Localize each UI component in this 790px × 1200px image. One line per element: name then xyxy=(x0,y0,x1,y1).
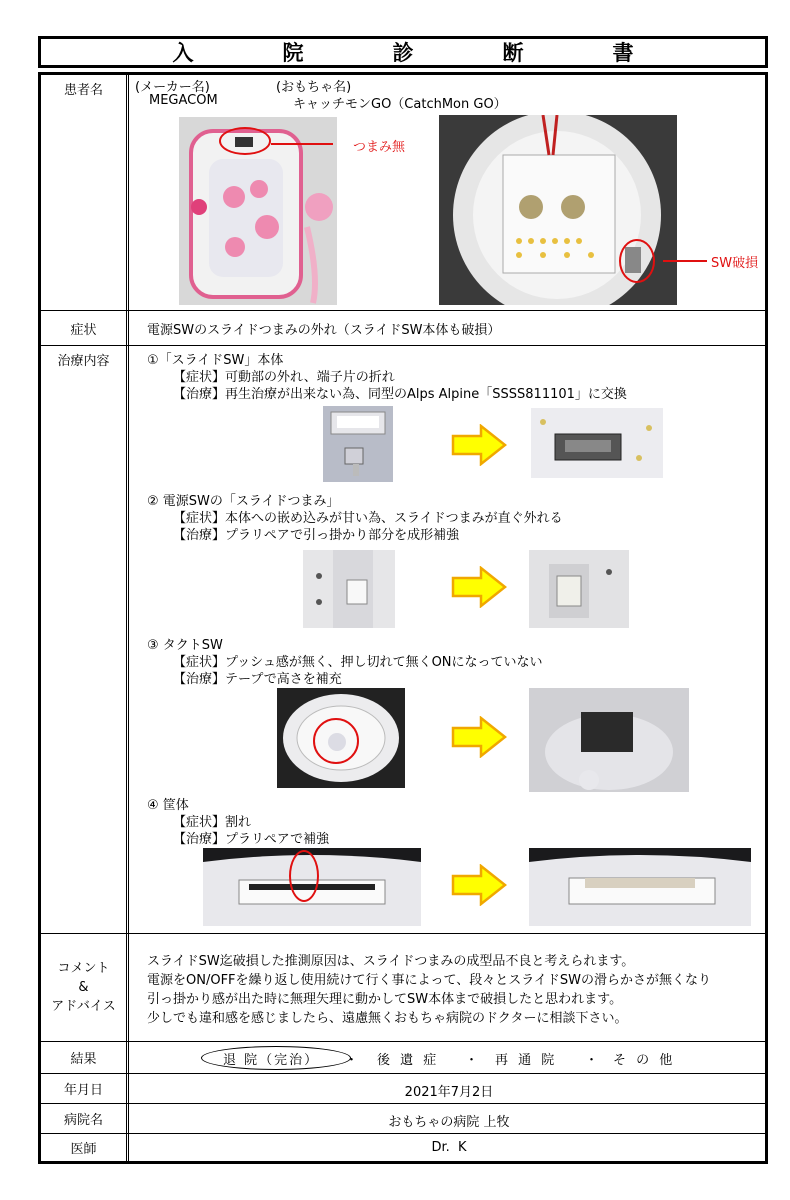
step3-heading: ③ タクトSW xyxy=(147,638,223,653)
doctor-row xyxy=(41,1133,765,1161)
result-sep-1: ・ xyxy=(345,1053,359,1068)
patient-label: 患者名 xyxy=(41,75,129,310)
step1-after-photo xyxy=(531,408,663,478)
step4-arrow-icon xyxy=(451,864,507,906)
toy-name: キャッチモンGO（CatchMon GO） xyxy=(293,97,507,112)
hospital-label: 病院名 xyxy=(41,1104,129,1133)
doctor-content xyxy=(133,1134,765,1161)
result-row xyxy=(41,1041,765,1073)
step2-before-photo xyxy=(303,550,395,628)
comment-content xyxy=(133,934,765,1041)
comment-line-3: 引っ掛かり感が出た時に無理矢理に動かしてSW本体まで破損したと思われます。 xyxy=(147,992,623,1007)
comment-label-amp: & xyxy=(78,980,89,995)
knob-missing-marker xyxy=(219,127,271,155)
patient-content xyxy=(133,75,765,310)
step2-symptom: 【症状】本体への嵌め込みが甘い為、スライドつまみが直ぐ外れる xyxy=(173,511,563,526)
comment-label-line1: コメント xyxy=(57,961,110,976)
hospital-content xyxy=(133,1104,765,1133)
result-option-revisit: 再 通 院 xyxy=(495,1053,558,1068)
result-option-aftereffect: 後 遺 症 xyxy=(377,1053,440,1068)
sw-broken-label: SW破損 xyxy=(711,256,759,271)
step3-symptom: 【症状】プッシュ感が無く、押し切れて無くONになっていない xyxy=(173,655,543,670)
step2-arrow-icon xyxy=(451,566,507,608)
document-title: 入 院 診 断 書 xyxy=(38,36,768,68)
step4-symptom: 【症状】割れ xyxy=(173,815,252,830)
step3-arrow-icon xyxy=(451,716,507,758)
date-label: 年月日 xyxy=(41,1074,129,1103)
result-sep-2: ・ xyxy=(465,1053,479,1068)
step2-treatment: 【治療】プラリペアで引っ掛かり部分を成形補強 xyxy=(173,528,460,543)
toy-header: (おもちゃ名) xyxy=(276,80,352,95)
treatment-row xyxy=(41,345,765,933)
step4-after-photo xyxy=(529,848,751,926)
case-crack-marker xyxy=(289,850,319,902)
symptom-text: 電源SWのスライドつまみの外れ（スライドSW本体も破損） xyxy=(147,323,501,338)
symptom-row xyxy=(41,310,765,345)
comment-row xyxy=(41,933,765,1041)
doctor-value: Dr. K xyxy=(431,1140,467,1155)
step1-treatment: 【治療】再生治療が出来ない為、同型のAlps Alpine「SSSS811101」に交換 xyxy=(173,387,627,402)
comment-line-1: スライドSW迄破損した推測原因は、スライドつまみの成型品不良と考えられます。 xyxy=(147,954,635,969)
treatment-label: 治療内容 xyxy=(41,346,129,933)
result-content xyxy=(133,1042,765,1073)
step4-heading: ④ 筐体 xyxy=(147,798,189,813)
step4-before-photo xyxy=(203,848,421,926)
toy-photo xyxy=(179,117,337,305)
date-content xyxy=(133,1074,765,1103)
step3-before-photo xyxy=(277,688,405,788)
hospital-row xyxy=(41,1103,765,1133)
symptom-label: 症状 xyxy=(41,311,129,345)
comment-label-line2: アドバイス xyxy=(51,999,116,1014)
sw-callout-line xyxy=(663,260,707,262)
step4-treatment: 【治療】プラリペアで補強 xyxy=(173,832,330,847)
patient-row xyxy=(41,75,765,310)
maker-name: MEGACOM xyxy=(149,93,218,108)
doctor-label: 医師 xyxy=(41,1134,129,1161)
step1-symptom: 【症状】可動部の外れ、端子片の折れ xyxy=(173,370,395,385)
step3-after-photo xyxy=(529,688,689,792)
result-option-discharged: 退 院（完治） xyxy=(223,1053,320,1068)
comment-line-4: 少しでも違和感を感じましたら、遠慮無くおもちゃ病院のドクターに相談下さい。 xyxy=(147,1011,628,1026)
step2-heading: ② 電源SWの「スライドつまみ」 xyxy=(147,494,340,509)
knob-missing-label: つまみ無 xyxy=(353,140,406,155)
step1-arrow-icon xyxy=(451,424,507,466)
result-sep-3: ・ xyxy=(585,1053,599,1068)
step1-heading: ①「スライドSW」本体 xyxy=(147,353,284,368)
hospital-value: おもちゃの病院 上牧 xyxy=(388,1115,510,1130)
step3-treatment: 【治療】テープで高さを補充 xyxy=(173,672,342,687)
date-value: 2021年7月2日 xyxy=(404,1085,494,1100)
treatment-content xyxy=(133,346,765,933)
step2-after-photo xyxy=(529,550,629,628)
step1-before-photo xyxy=(323,406,393,482)
comment-label xyxy=(41,934,129,1041)
result-option-other: そ の 他 xyxy=(613,1053,676,1068)
diagnosis-sheet xyxy=(38,72,768,1164)
comment-line-2: 電源をON/OFFを繰り返し使用続けて行く事によって、段々とスライドSWの滑らかさが無くなり xyxy=(147,973,711,988)
result-label: 結果 xyxy=(41,1042,129,1073)
date-row xyxy=(41,1073,765,1103)
board-photo xyxy=(439,115,677,305)
symptom-content xyxy=(133,311,765,345)
sw-broken-marker xyxy=(619,239,655,283)
maker-header: (メーカー名) xyxy=(135,80,210,95)
tact-sw-marker xyxy=(313,718,359,764)
knob-callout-line xyxy=(271,143,333,145)
